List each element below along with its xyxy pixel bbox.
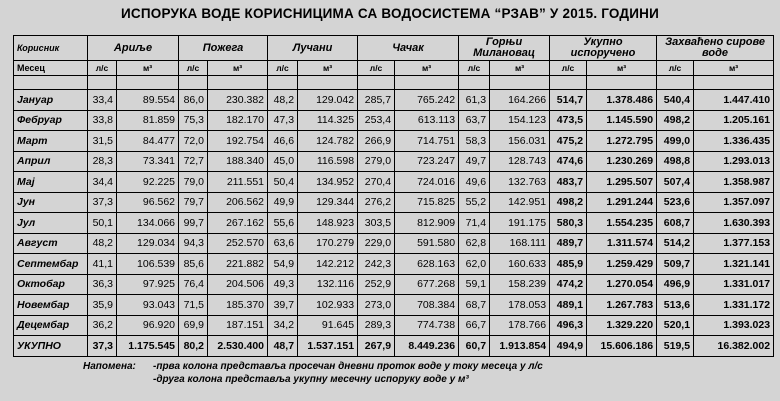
header-group: Лучани [268, 36, 358, 61]
table-row [14, 90, 774, 111]
value-cell: 540,4 [657, 90, 694, 111]
value-cell: 63,7 [459, 110, 490, 131]
value-cell: 509,7 [657, 254, 694, 275]
value-cell: 273,0 [358, 295, 395, 316]
unit-m3: м³ [395, 61, 459, 76]
value-cell: 252.570 [208, 233, 268, 254]
value-cell: 580,3 [550, 213, 587, 234]
value-cell: 498,2 [550, 192, 587, 213]
unit-m3: м³ [694, 61, 774, 76]
value-cell: 289,3 [358, 315, 395, 336]
value-cell: 267.162 [208, 213, 268, 234]
table-row [14, 110, 774, 131]
value-cell: 36,3 [88, 274, 117, 295]
month-cell: Април [14, 151, 88, 172]
value-cell: 99,7 [179, 213, 208, 234]
month-cell: Новембар [14, 295, 88, 316]
value-cell: 1.329.220 [587, 315, 657, 336]
value-cell: 72,0 [179, 131, 208, 152]
value-cell: 102.933 [298, 295, 358, 316]
value-cell: 520,1 [657, 315, 694, 336]
value-cell: 49,7 [459, 151, 490, 172]
value-cell: 8.449.236 [395, 336, 459, 357]
value-cell: 59,1 [459, 274, 490, 295]
value-cell: 1.291.244 [587, 192, 657, 213]
value-cell: 774.738 [395, 315, 459, 336]
value-cell: 1.295.507 [587, 172, 657, 193]
value-cell: 154.123 [490, 110, 550, 131]
unit-ls: л/с [88, 61, 117, 76]
table-row [14, 131, 774, 152]
value-cell: 69,9 [179, 315, 208, 336]
value-cell: 132.763 [490, 172, 550, 193]
value-cell: 206.562 [208, 192, 268, 213]
unit-m3: м³ [208, 61, 268, 76]
value-cell: 75,3 [179, 110, 208, 131]
header-row-groups [14, 36, 774, 61]
header-group: Укупно испоручено [550, 36, 657, 61]
value-cell: 36,2 [88, 315, 117, 336]
value-cell: 483,7 [550, 172, 587, 193]
value-cell: 54,9 [268, 254, 298, 275]
value-cell: 72,7 [179, 151, 208, 172]
value-cell: 89.554 [117, 90, 179, 111]
header-group: Ариље [88, 36, 179, 61]
value-cell: 1.554.235 [587, 213, 657, 234]
month-cell: Јул [14, 213, 88, 234]
value-cell: 28,3 [88, 151, 117, 172]
spacer-row [14, 76, 774, 90]
value-cell: 489,1 [550, 295, 587, 316]
value-cell: 475,2 [550, 131, 587, 152]
header-group: Чачак [358, 36, 459, 61]
value-cell: 58,3 [459, 131, 490, 152]
value-cell: 93.043 [117, 295, 179, 316]
value-cell: 134.066 [117, 213, 179, 234]
month-cell: Јануар [14, 90, 88, 111]
value-cell: 1.230.269 [587, 151, 657, 172]
value-cell: 129.344 [298, 192, 358, 213]
value-cell: 85,6 [179, 254, 208, 275]
value-cell: 715.825 [395, 192, 459, 213]
table-row [14, 254, 774, 275]
notes-label: Напомена: [83, 361, 136, 372]
value-cell: 49,3 [268, 274, 298, 295]
value-cell: 45,0 [268, 151, 298, 172]
value-cell: 156.031 [490, 131, 550, 152]
month-cell: Децембар [14, 315, 88, 336]
table-row [14, 274, 774, 295]
value-cell: 1.270.054 [587, 274, 657, 295]
header-group: Захваћено сирове воде [657, 36, 774, 61]
value-cell: 519,5 [657, 336, 694, 357]
unit-m3: м³ [587, 61, 657, 76]
month-cell: Септембар [14, 254, 88, 275]
page-title: ИСПОРУКА ВОДЕ КОРИСНИЦИМА СА ВОДОСИСТЕМА “РЗАВ” У 2015. ГОДИНИ [120, 6, 659, 21]
value-cell: 148.923 [298, 213, 358, 234]
header-corner-month: Месец [14, 61, 88, 76]
value-cell: 2.530.400 [208, 336, 268, 357]
value-cell: 1.267.783 [587, 295, 657, 316]
value-cell: 71,5 [179, 295, 208, 316]
value-cell: 31,5 [88, 131, 117, 152]
value-cell: 66,7 [459, 315, 490, 336]
value-cell: 628.163 [395, 254, 459, 275]
month-cell: УКУПНО [14, 336, 88, 357]
value-cell: 494,9 [550, 336, 587, 357]
month-cell: Мај [14, 172, 88, 193]
value-cell: 71,4 [459, 213, 490, 234]
value-cell: 1.311.574 [587, 233, 657, 254]
value-cell: 34,2 [268, 315, 298, 336]
value-cell: 15.606.186 [587, 336, 657, 357]
value-cell: 498,8 [657, 151, 694, 172]
value-cell: 1.331.017 [694, 274, 774, 295]
value-cell: 134.952 [298, 172, 358, 193]
value-cell: 1.336.435 [694, 131, 774, 152]
value-cell: 50,1 [88, 213, 117, 234]
value-cell: 1.447.410 [694, 90, 774, 111]
value-cell: 63,6 [268, 233, 298, 254]
value-cell: 37,3 [88, 192, 117, 213]
value-cell: 47,3 [268, 110, 298, 131]
unit-ls: л/с [268, 61, 298, 76]
value-cell: 523,6 [657, 192, 694, 213]
header-row-units [14, 61, 774, 76]
value-cell: 474,6 [550, 151, 587, 172]
value-cell: 1.175.545 [117, 336, 179, 357]
value-cell: 187.151 [208, 315, 268, 336]
value-cell: 591.580 [395, 233, 459, 254]
value-cell: 1.913.854 [490, 336, 550, 357]
unit-m3: м³ [490, 61, 550, 76]
value-cell: 252,9 [358, 274, 395, 295]
value-cell: 714.751 [395, 131, 459, 152]
value-cell: 812.909 [395, 213, 459, 234]
value-cell: 242,3 [358, 254, 395, 275]
month-cell: Фебруар [14, 110, 88, 131]
value-cell: 48,2 [88, 233, 117, 254]
value-cell: 79,7 [179, 192, 208, 213]
unit-ls: л/с [358, 61, 395, 76]
value-cell: 96.562 [117, 192, 179, 213]
value-cell: 514,2 [657, 233, 694, 254]
value-cell: 496,9 [657, 274, 694, 295]
value-cell: 91.645 [298, 315, 358, 336]
value-cell: 1.331.172 [694, 295, 774, 316]
value-cell: 182.170 [208, 110, 268, 131]
value-cell: 73.341 [117, 151, 179, 172]
value-cell: 60,7 [459, 336, 490, 357]
value-cell: 613.113 [395, 110, 459, 131]
total-row [14, 336, 774, 357]
value-cell: 267,9 [358, 336, 395, 357]
value-cell: 158.239 [490, 274, 550, 295]
value-cell: 191.175 [490, 213, 550, 234]
value-cell: 170.279 [298, 233, 358, 254]
value-cell: 76,4 [179, 274, 208, 295]
value-cell: 723.247 [395, 151, 459, 172]
value-cell: 608,7 [657, 213, 694, 234]
value-cell: 16.382.002 [694, 336, 774, 357]
value-cell: 61,3 [459, 90, 490, 111]
value-cell: 1.205.161 [694, 110, 774, 131]
table-row [14, 233, 774, 254]
value-cell: 55,6 [268, 213, 298, 234]
value-cell: 160.633 [490, 254, 550, 275]
value-cell: 84.477 [117, 131, 179, 152]
month-cell: Март [14, 131, 88, 152]
value-cell: 128.743 [490, 151, 550, 172]
value-cell: 496,3 [550, 315, 587, 336]
value-cell: 86,0 [179, 90, 208, 111]
value-cell: 116.598 [298, 151, 358, 172]
value-cell: 514,7 [550, 90, 587, 111]
value-cell: 1.357.097 [694, 192, 774, 213]
value-cell: 124.782 [298, 131, 358, 152]
unit-ls: л/с [459, 61, 490, 76]
value-cell: 49,9 [268, 192, 298, 213]
value-cell: 474,2 [550, 274, 587, 295]
value-cell: 211.551 [208, 172, 268, 193]
value-cell: 62,8 [459, 233, 490, 254]
value-cell: 765.242 [395, 90, 459, 111]
table-row [14, 151, 774, 172]
value-cell: 229,0 [358, 233, 395, 254]
value-cell: 39,7 [268, 295, 298, 316]
value-cell: 79,0 [179, 172, 208, 193]
value-cell: 178.766 [490, 315, 550, 336]
value-cell: 270,4 [358, 172, 395, 193]
value-cell: 97.925 [117, 274, 179, 295]
note-line: -прва колона представља просечан дневни проток воде у току месеца у л/с [153, 361, 543, 372]
value-cell: 33,8 [88, 110, 117, 131]
value-cell: 1.393.023 [694, 315, 774, 336]
value-cell: 1.358.987 [694, 172, 774, 193]
value-cell: 46,6 [268, 131, 298, 152]
value-cell: 132.116 [298, 274, 358, 295]
value-cell: 80,2 [179, 336, 208, 357]
value-cell: 185.370 [208, 295, 268, 316]
value-cell: 1.259.429 [587, 254, 657, 275]
value-cell: 485,9 [550, 254, 587, 275]
value-cell: 499,0 [657, 131, 694, 152]
value-cell: 49,6 [459, 172, 490, 193]
value-cell: 178.053 [490, 295, 550, 316]
value-cell: 473,5 [550, 110, 587, 131]
note-line: -друга колона представља укупну месечну испоруку воде у м³ [153, 374, 469, 385]
value-cell: 221.882 [208, 254, 268, 275]
value-cell: 230.382 [208, 90, 268, 111]
value-cell: 129.034 [117, 233, 179, 254]
unit-m3: м³ [298, 61, 358, 76]
month-cell: Јун [14, 192, 88, 213]
value-cell: 48,2 [268, 90, 298, 111]
table-row [14, 315, 774, 336]
value-cell: 1.378.486 [587, 90, 657, 111]
value-cell: 1.377.153 [694, 233, 774, 254]
value-cell: 62,0 [459, 254, 490, 275]
value-cell: 164.266 [490, 90, 550, 111]
value-cell: 489,7 [550, 233, 587, 254]
value-cell: 266,9 [358, 131, 395, 152]
unit-ls: л/с [657, 61, 694, 76]
value-cell: 34,4 [88, 172, 117, 193]
value-cell: 142.951 [490, 192, 550, 213]
unit-m3: м³ [117, 61, 179, 76]
value-cell: 498,2 [657, 110, 694, 131]
value-cell: 50,4 [268, 172, 298, 193]
value-cell: 68,7 [459, 295, 490, 316]
value-cell: 513,6 [657, 295, 694, 316]
value-cell: 1.321.141 [694, 254, 774, 275]
table-row [14, 213, 774, 234]
month-cell: Август [14, 233, 88, 254]
value-cell: 96.920 [117, 315, 179, 336]
header-group: Горњи Милановац [459, 36, 550, 61]
month-cell: Октобар [14, 274, 88, 295]
value-cell: 279,0 [358, 151, 395, 172]
value-cell: 48,7 [268, 336, 298, 357]
value-cell: 204.506 [208, 274, 268, 295]
value-cell: 1.145.590 [587, 110, 657, 131]
value-cell: 114.325 [298, 110, 358, 131]
value-cell: 188.340 [208, 151, 268, 172]
value-cell: 142.212 [298, 254, 358, 275]
value-cell: 1.630.393 [694, 213, 774, 234]
value-cell: 253,4 [358, 110, 395, 131]
value-cell: 106.539 [117, 254, 179, 275]
value-cell: 1.537.151 [298, 336, 358, 357]
value-cell: 37,3 [88, 336, 117, 357]
unit-ls: л/с [179, 61, 208, 76]
value-cell: 708.384 [395, 295, 459, 316]
value-cell: 1.272.795 [587, 131, 657, 152]
value-cell: 677.268 [395, 274, 459, 295]
value-cell: 55,2 [459, 192, 490, 213]
table-row [14, 192, 774, 213]
table-row [14, 172, 774, 193]
value-cell: 35,9 [88, 295, 117, 316]
value-cell: 192.754 [208, 131, 268, 152]
header-corner-user: Корисник [14, 36, 88, 61]
value-cell: 285,7 [358, 90, 395, 111]
value-cell: 129.042 [298, 90, 358, 111]
value-cell: 276,2 [358, 192, 395, 213]
value-cell: 94,3 [179, 233, 208, 254]
unit-ls: л/с [550, 61, 587, 76]
value-cell: 33,4 [88, 90, 117, 111]
value-cell: 1.293.013 [694, 151, 774, 172]
header-group: Пожега [179, 36, 268, 61]
value-cell: 303,5 [358, 213, 395, 234]
value-cell: 507,4 [657, 172, 694, 193]
value-cell: 81.859 [117, 110, 179, 131]
value-cell: 92.225 [117, 172, 179, 193]
value-cell: 724.016 [395, 172, 459, 193]
table-row [14, 295, 774, 316]
value-cell: 168.111 [490, 233, 550, 254]
delivery-table [13, 35, 774, 357]
value-cell: 41,1 [88, 254, 117, 275]
